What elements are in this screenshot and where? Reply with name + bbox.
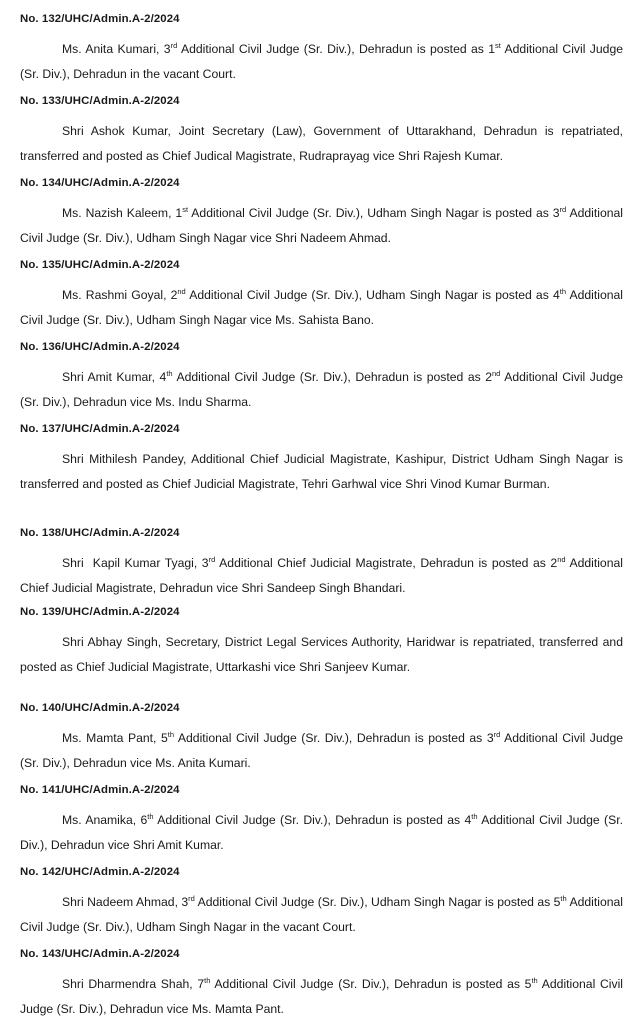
order-text-segment: Additional Civil Judge (Sr. Div.), Dehradun vice Ms. Anita Kumari. <box>20 731 623 770</box>
order-number: No. 136/UHC/Admin.A-2/2024 <box>20 341 180 353</box>
order-text <box>20 808 623 857</box>
order-text-segment: Additional Civil Judge (Sr. Div.), Dehradun is posted as 1 <box>177 42 495 56</box>
ordinal-suffix: th <box>471 812 478 821</box>
order-text-segment: Shri Nadeem Ahmad, 3 <box>62 895 189 909</box>
order-text-segment: Additional Civil Judge (Sr. Div.), Udham Singh Nagar in the vacant Court. <box>20 895 623 934</box>
order-text-segment: Additional Chief Judicial Magistrate, Dehradun is posted as 2 <box>215 556 558 570</box>
order-text-segment: Ms. Rashmi Goyal, 2 <box>62 288 178 302</box>
ordinal-suffix: rd <box>208 555 216 564</box>
ordinal-suffix: st <box>495 41 501 50</box>
order-text <box>20 551 623 600</box>
ordinal-suffix: nd <box>557 555 566 564</box>
ordinal-suffix: rd <box>493 730 501 739</box>
order-text <box>20 890 623 939</box>
order-number: No. 137/UHC/Admin.A-2/2024 <box>20 423 180 435</box>
order-text-segment: Additional Civil Judge (Sr. Div.), Udham Singh Nagar is posted as 5 <box>194 895 561 909</box>
order-text-segment: Additional Civil Judge (Sr. Div.), Dehradun vice Ms. Mamta Pant. <box>20 977 623 1016</box>
order-text-segment: Ms. Mamta Pant, 5 <box>62 731 168 745</box>
order-text-segment: Additional Civil Judge (Sr. Div.), Udham Singh Nagar vice Ms. Sahista Bano. <box>20 288 623 327</box>
order-number: No. 132/UHC/Admin.A-2/2024 <box>20 13 180 25</box>
ordinal-suffix: th <box>147 812 154 821</box>
order-text <box>20 972 623 1021</box>
order-text-segment: Additional Chief Judicial Magistrate, Dehradun vice Shri Sandeep Singh Bhandari. <box>20 556 623 595</box>
order-number: No. 143/UHC/Admin.A-2/2024 <box>20 948 180 960</box>
order-text-segment: Additional Civil Judge (Sr. Div.), Dehradun in the vacant Court. <box>20 42 623 81</box>
order-number: No. 141/UHC/Admin.A-2/2024 <box>20 784 180 796</box>
ordinal-suffix: rd <box>559 205 567 214</box>
ordinal-suffix: th <box>560 894 567 903</box>
order-text-segment: Ms. Nazish Kaleem, 1 <box>62 206 183 220</box>
order-text-segment: Shri Ashok Kumar, Joint Secretary (Law), Government of Uttarakhand, Dehradun is repatriated, transferred and posted as Chief Judical Magistrate, Rudraprayag vice Shri Rajesh Kumar. <box>20 124 623 163</box>
ordinal-suffix: th <box>559 287 566 296</box>
order-number: No. 134/UHC/Admin.A-2/2024 <box>20 177 180 189</box>
order-text-segment: Shri Mithilesh Pandey, Additional Chief Judicial Magistrate, Kashipur, District Udham Singh Nagar is transferred and posted as Chief Judicial Magistrate, Tehri Garhwal vice Shri Vinod Kumar Burman. <box>20 452 623 491</box>
ordinal-suffix: st <box>182 205 189 214</box>
order-text-segment: Additional Civil Judge (Sr. Div.), Dehradun vice Ms. Indu Sharma. <box>20 370 623 409</box>
order-text <box>20 726 623 775</box>
ordinal-suffix: nd <box>177 287 186 296</box>
order-text-segment: Additional Civil Judge (Sr. Div.), Udham Singh Nagar is posted as 4 <box>185 288 560 302</box>
order-text <box>20 447 623 496</box>
order-text <box>20 365 623 414</box>
order-text-segment: Shri Kapil Kumar Tyagi, 3 <box>62 556 209 570</box>
order-text-segment: Shri Abhay Singh, Secretary, District Legal Services Authority, Haridwar is repatriated, transferred and posted as Chief Judicial Magistrate, Uttarkashi vice Shri Sanjeev Kumar. <box>20 635 623 674</box>
order-text-segment: Additional Civil Judge (Sr. Div.), Dehradun vice Shri Amit Kumar. <box>20 813 624 852</box>
order-text-segment: Additional Civil Judge (Sr. Div.), Dehradun is posted as 4 <box>153 813 472 827</box>
ordinal-suffix: rd <box>188 894 195 903</box>
order-text-segment: Ms. Anita Kumari, 3 <box>62 42 171 56</box>
order-text-segment: Ms. Anamika, 6 <box>62 813 148 827</box>
order-number: No. 133/UHC/Admin.A-2/2024 <box>20 95 180 107</box>
order-text-segment: Additional Civil Judge (Sr. Div.), Udham Singh Nagar is posted as 3 <box>188 206 560 220</box>
order-text <box>20 37 623 86</box>
order-number: No. 138/UHC/Admin.A-2/2024 <box>20 527 180 539</box>
ordinal-suffix: nd <box>492 369 501 378</box>
order-number: No. 142/UHC/Admin.A-2/2024 <box>20 866 180 878</box>
ordinal-suffix: th <box>166 369 173 378</box>
order-text <box>20 119 623 168</box>
ordinal-suffix: th <box>204 976 211 985</box>
order-text <box>20 630 623 679</box>
order-text-segment: Shri Amit Kumar, 4 <box>62 370 167 384</box>
order-number: No. 139/UHC/Admin.A-2/2024 <box>20 606 180 618</box>
order-text-segment: Additional Civil Judge (Sr. Div.), Dehradun is posted as 3 <box>174 731 494 745</box>
order-number: No. 135/UHC/Admin.A-2/2024 <box>20 259 180 271</box>
ordinal-suffix: th <box>167 730 175 739</box>
order-number: No. 140/UHC/Admin.A-2/2024 <box>20 702 180 714</box>
order-text-segment: Additional Civil Judge (Sr. Div.), Udham Singh Nagar vice Shri Nadeem Ahmad. <box>20 206 623 245</box>
order-text-segment: Additional Civil Judge (Sr. Div.), Dehradun is posted as 2 <box>172 370 492 384</box>
order-text <box>20 283 623 332</box>
ordinal-suffix: rd <box>170 41 178 50</box>
ordinal-suffix: th <box>531 976 538 985</box>
order-text-segment: Shri Dharmendra Shah, 7 <box>62 977 205 991</box>
order-text <box>20 201 623 250</box>
order-text-segment: Additional Civil Judge (Sr. Div.), Dehradun is posted as 5 <box>210 977 532 991</box>
